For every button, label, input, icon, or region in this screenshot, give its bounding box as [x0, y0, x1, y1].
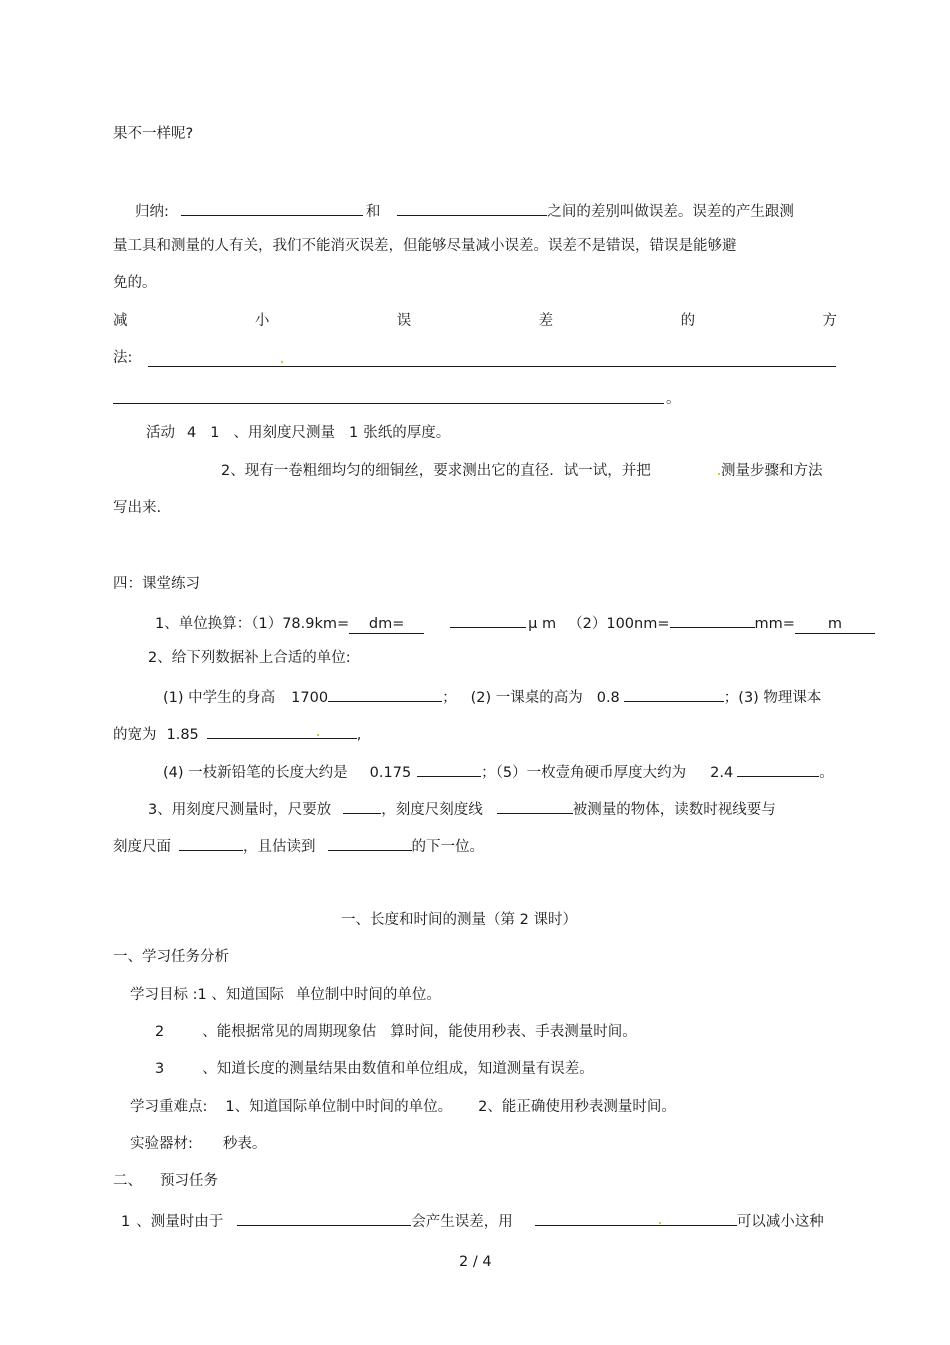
- summary-line-2: [113, 236, 737, 256]
- answer-line[interactable]: [113, 403, 664, 404]
- text: 张纸的厚度。: [363, 425, 451, 441]
- text: ，刻度尺刻度线: [381, 802, 483, 818]
- unit-m: m: [827, 616, 842, 632]
- blank[interactable]: [207, 722, 357, 739]
- char: 减: [113, 313, 128, 329]
- blank[interactable]: [328, 685, 442, 702]
- text: 、知道长度的测量结果由数值和单位组成，知道测量有误差。: [202, 1061, 594, 1077]
- text: 3、用刻度尺测量时，尺要放: [148, 802, 332, 818]
- text: 实验器材:: [130, 1136, 193, 1152]
- reduce-heading: [113, 311, 837, 331]
- and-text: 和: [365, 204, 381, 220]
- unit: μ m: [528, 616, 557, 632]
- equipment: [130, 1134, 266, 1154]
- practice-title: [113, 574, 200, 594]
- goal-line-2: [155, 1022, 637, 1042]
- text: 2、能正确使用秒表测量时间。: [478, 1099, 676, 1115]
- blank[interactable]: [181, 199, 363, 216]
- text: 可以减小这种: [736, 1214, 824, 1230]
- activity-q2b: [721, 461, 823, 481]
- text: 、测量时由于: [136, 1214, 224, 1230]
- practice-q3-line1: [148, 797, 776, 820]
- text: （2）100nm=: [568, 616, 670, 632]
- text: 1、单位换算：（1）78.9km=: [155, 616, 350, 632]
- practice-q2-line1: [163, 685, 821, 708]
- blank[interactable]: [343, 797, 381, 814]
- char: 方: [822, 313, 837, 329]
- text: 算时间，能使用秒表、手表测量时间。: [390, 1024, 637, 1040]
- preview-q1: [121, 1209, 824, 1232]
- text: 果不一样呢?: [113, 126, 194, 142]
- text: 1、知道国际单位制中时间的单位。: [225, 1099, 453, 1115]
- char: 小: [254, 313, 270, 329]
- activity-q2c: [113, 498, 161, 518]
- text: (2) 一课桌的高为: [470, 690, 583, 706]
- speck: [659, 1222, 661, 1224]
- unit: mm=: [754, 616, 795, 632]
- text: 活动: [146, 425, 175, 441]
- text: 学习重难点:: [130, 1099, 208, 1115]
- practice-q2-line3: [163, 760, 834, 783]
- text: ,: [356, 727, 362, 743]
- text: 2: [155, 1024, 165, 1040]
- reduce-label: [113, 348, 132, 368]
- practice-q3-line2: [113, 834, 484, 857]
- text: 3: [155, 1061, 165, 1077]
- text: 二、: [113, 1173, 142, 1189]
- text: 秒表。: [222, 1136, 267, 1152]
- summary-tail: 之间的差别叫做误差。误差的产生跟测: [547, 204, 794, 220]
- blank[interactable]: [328, 834, 412, 851]
- text: 、用刻度尺测量: [233, 425, 335, 441]
- text: 1: [348, 425, 359, 441]
- summary-line-3: [113, 273, 157, 293]
- blank[interactable]: [624, 685, 724, 702]
- summary-line-1: [135, 199, 794, 222]
- value: 1.85: [166, 727, 199, 743]
- goal-line-3: [155, 1059, 594, 1079]
- text: 测量步骤和方法: [721, 463, 823, 479]
- text: ；（5）一枚壹角硬币厚度大约为: [481, 765, 687, 781]
- blank[interactable]: [237, 1209, 411, 1226]
- blank[interactable]: [179, 834, 243, 851]
- text: ；(3) 物理课本: [723, 690, 822, 706]
- blank-with-unit[interactable]: [349, 615, 424, 634]
- text: 的下一位。: [411, 839, 484, 855]
- text: 2、给下列数据补上合适的单位:: [148, 650, 351, 666]
- text: 2 / 4: [459, 1254, 492, 1270]
- char: 差: [538, 313, 554, 329]
- char: 误: [396, 313, 412, 329]
- text: 刻度尺面: [113, 839, 171, 855]
- text: 1: [210, 425, 220, 441]
- text: 。: [666, 391, 681, 407]
- text: ；: [442, 690, 457, 706]
- blank[interactable]: [450, 611, 526, 628]
- text: (1) 中学生的身高: [163, 690, 276, 706]
- practice-q2-title: [148, 648, 351, 668]
- blank[interactable]: [670, 611, 755, 628]
- text: 写出来.: [113, 500, 162, 516]
- value: 1700: [291, 690, 329, 706]
- speck: [281, 361, 283, 363]
- section-title: [341, 910, 577, 930]
- text: 会产生误差，用: [411, 1214, 513, 1230]
- speck: [317, 734, 319, 736]
- char: 的: [680, 313, 696, 329]
- text: 免的。: [113, 275, 157, 291]
- text: 学习目标 :1 、知道国际: [130, 987, 284, 1003]
- value: 0.175: [369, 765, 412, 781]
- section-heading: [113, 947, 229, 967]
- text: 量工具和测量的人有关，我们不能消灭误差，但能够尽量减小误差。误差不是错误，错误是能够避: [113, 238, 737, 254]
- period: [666, 389, 681, 409]
- paragraph-line: [113, 124, 193, 144]
- unit-dm: dm=: [368, 616, 405, 632]
- value: 0.8: [596, 690, 620, 706]
- text: 法:: [113, 350, 133, 366]
- blank[interactable]: [397, 199, 547, 216]
- text: 4: [187, 425, 197, 441]
- text: 2、现有一卷粗细均匀的细铜丝，要求测出它的直径．试一试，并把: [221, 463, 651, 479]
- practice-q2-line2: [113, 722, 361, 745]
- text: 预习任务: [160, 1173, 218, 1189]
- text: 一、长度和时间的测量（第 2 课时）: [341, 912, 577, 928]
- blank[interactable]: [535, 1209, 737, 1226]
- text: 。: [819, 765, 834, 781]
- speck: [718, 473, 720, 475]
- text: (4) 一枝新铅笔的长度大约是: [163, 765, 348, 781]
- text: 1: [121, 1214, 131, 1230]
- text: 单位制中时间的单位。: [295, 987, 441, 1003]
- value: 2.4: [710, 765, 734, 781]
- goal-line-1: [130, 985, 441, 1005]
- activity-q2: [221, 461, 651, 481]
- section-heading-2: [113, 1171, 218, 1191]
- text: 、能根据常见的周期现象估: [202, 1024, 377, 1040]
- practice-q1: [155, 611, 875, 634]
- text: 被测量的物体，读数时视线要与: [572, 802, 776, 818]
- activity-line: [146, 423, 450, 443]
- text: 的宽为: [113, 727, 157, 743]
- answer-line[interactable]: [148, 366, 836, 367]
- text: 一、学习任务分析: [113, 949, 229, 965]
- blank[interactable]: [417, 760, 481, 777]
- blank[interactable]: [497, 797, 573, 814]
- blank-with-unit[interactable]: [795, 615, 875, 634]
- page-number: [459, 1252, 492, 1272]
- key-points: [130, 1097, 676, 1117]
- summary-label: 归纳:: [135, 204, 169, 220]
- blank[interactable]: [737, 760, 819, 777]
- text: 四：课堂练习: [113, 576, 200, 592]
- text: ，且估读到: [243, 839, 316, 855]
